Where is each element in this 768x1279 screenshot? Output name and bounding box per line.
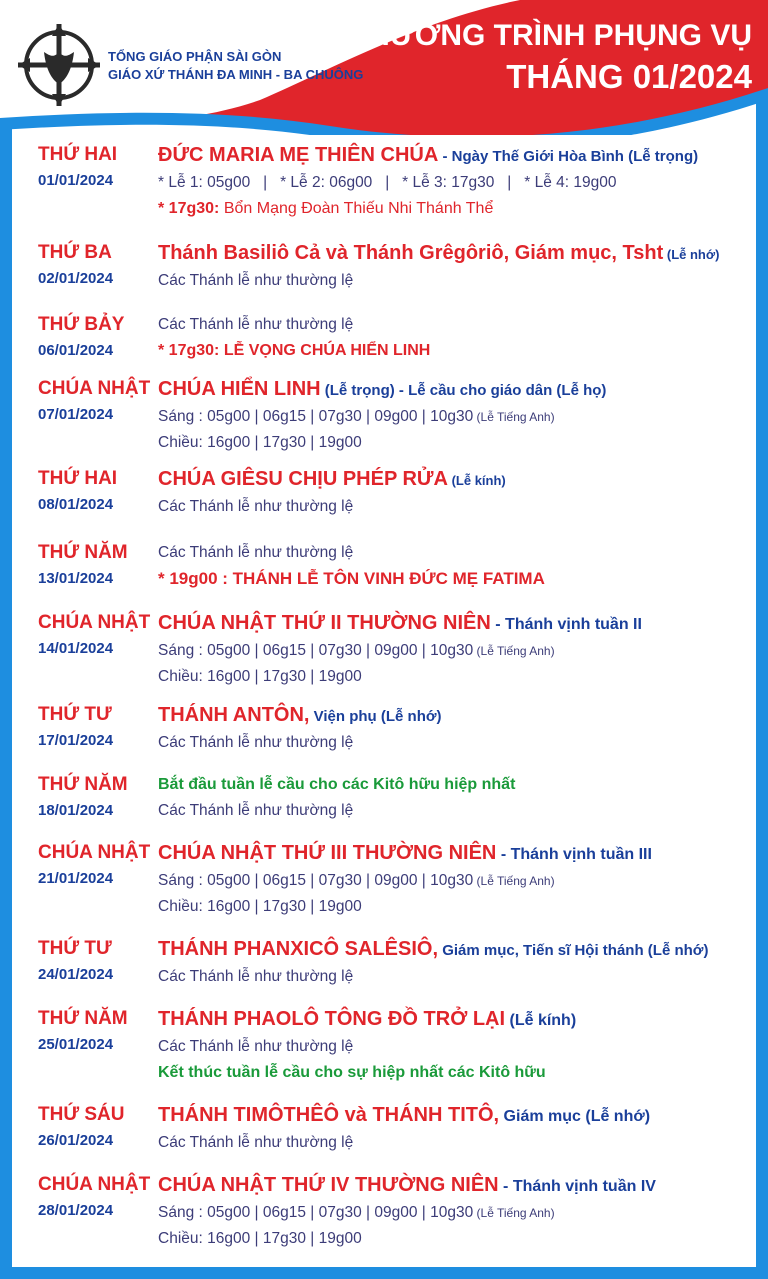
entry-body <box>158 936 750 990</box>
entry-body <box>158 540 750 592</box>
weekday: THỨ NĂM <box>38 774 128 795</box>
header <box>0 0 768 135</box>
entry-body <box>158 240 750 294</box>
entry-body <box>158 376 750 456</box>
english-mass-note: (Lễ Tiếng Anh) <box>473 644 555 658</box>
feast-title: CHÚA NHẬT THỨ IV THƯỜNG NIÊN <box>158 1174 499 1196</box>
page-title <box>347 16 752 98</box>
mass-times: * Lễ 1: 05g00 | * Lễ 2: 06g00 | * Lễ 3: 17g30 | * Lễ 4: 19g00 <box>158 174 617 191</box>
date: 08/01/2024 <box>38 496 114 513</box>
weekday: THỨ HAI <box>38 144 118 165</box>
entry-body <box>158 840 750 920</box>
mass-note: Các Thánh lễ như thường lệ <box>158 1134 354 1151</box>
day-block <box>38 1102 158 1152</box>
date: 28/01/2024 <box>38 1202 114 1219</box>
weekday: THỨ BA <box>38 242 112 263</box>
feast-title: THÁNH ANTÔN, <box>158 704 310 726</box>
day-block <box>38 1006 158 1056</box>
feast-subtitle: - Ngày Thế Giới Hòa Bình (Lễ trọng) <box>438 148 699 165</box>
title-line-2: THÁNG 01/2024 <box>506 58 752 95</box>
feast-subtitle: - Thánh vịnh tuần II <box>490 616 642 633</box>
feast-subtitle: (Lễ kính) <box>447 473 506 488</box>
day-block <box>38 772 158 822</box>
date: 25/01/2024 <box>38 1036 114 1053</box>
morning-times: Sáng : 05g00 | 06g15 | 07g30 | 09g00 | 10g30 <box>158 408 474 425</box>
note-time: * 17g30: <box>158 342 220 359</box>
org-line-1: TỔNG GIÁO PHẬN SÀI GÒN <box>108 49 282 64</box>
note-text: Bổn Mạng Đoàn Thiếu Nhi Thánh Thể <box>219 200 494 217</box>
weekday: CHÚA NHẬT <box>38 1174 151 1195</box>
day-block <box>38 702 158 752</box>
feast-title: Thánh Basiliô Cả và Thánh Grêgôriô, Giám mục, Tsht <box>158 242 664 264</box>
feast-subtitle: (Lễ trọng) - Lễ cầu cho giáo dân (Lễ họ) <box>320 382 607 399</box>
special-mass: * 19g00 : THÁNH LỄ TÔN VINH ĐỨC MẸ FATIMA <box>158 569 545 588</box>
afternoon-times: Chiều: 16g00 | 17g30 | 19g00 <box>158 668 362 685</box>
date: 01/01/2024 <box>38 172 114 189</box>
feast-subtitle: - Thánh vịnh tuần III <box>496 846 652 863</box>
day-block <box>38 840 158 890</box>
date: 26/01/2024 <box>38 1132 114 1149</box>
feast-title: CHÚA HIỂN LINH <box>158 378 321 400</box>
organization-name <box>108 48 363 84</box>
day-block <box>38 312 158 362</box>
afternoon-times: Chiều: 16g00 | 17g30 | 19g00 <box>158 898 362 915</box>
entry-body <box>158 1172 750 1252</box>
org-line-2: GIÁO XỨ THÁNH ĐA MINH - BA CHUÔNG <box>108 67 364 82</box>
feast-subtitle: (Lễ kính) <box>505 1012 577 1029</box>
mass-note: Các Thánh lễ như thường lệ <box>158 498 354 515</box>
entry-body <box>158 1006 750 1086</box>
mass-note: Các Thánh lễ như thường lệ <box>158 272 354 289</box>
weekday: THỨ BẢY <box>38 314 125 335</box>
entry-body <box>158 702 750 756</box>
english-mass-note: (Lễ Tiếng Anh) <box>473 1206 555 1220</box>
afternoon-times: Chiều: 16g00 | 17g30 | 19g00 <box>158 434 362 451</box>
feast-subtitle: Giám mục, Tiến sĩ Hội thánh (Lễ nhớ) <box>438 942 709 959</box>
date: 07/01/2024 <box>38 406 114 423</box>
weekday: THỨ NĂM <box>38 1008 128 1029</box>
date: 18/01/2024 <box>38 802 114 819</box>
note-text: LỄ VỌNG CHÚA HIỂN LINH <box>219 342 431 359</box>
weekday: THỨ SÁU <box>38 1104 125 1125</box>
date: 13/01/2024 <box>38 570 114 587</box>
morning-times: Sáng : 05g00 | 06g15 | 07g30 | 09g00 | 10g30 <box>158 872 474 889</box>
entry-body <box>158 142 750 222</box>
feast-title: THÁNH PHANXICÔ SALÊSIÔ, <box>158 938 439 960</box>
mass-note: Các Thánh lễ như thường lệ <box>158 1038 354 1055</box>
entry-body <box>158 466 750 520</box>
morning-times: Sáng : 05g00 | 06g15 | 07g30 | 09g00 | 10g30 <box>158 1204 474 1221</box>
afternoon-times: Chiều: 16g00 | 17g30 | 19g00 <box>158 1230 362 1247</box>
mass-note: Các Thánh lễ như thường lệ <box>158 544 354 561</box>
feast-title: ĐỨC MARIA MẸ THIÊN CHÚA <box>158 144 439 166</box>
feast-subtitle: (Lễ nhớ) <box>663 247 720 262</box>
day-block <box>38 610 158 660</box>
weekday: THỨ TƯ <box>38 938 112 959</box>
unity-week-note: Bắt đầu tuần lễ cầu cho các Kitô hữu hiệp nhất <box>158 776 516 793</box>
weekday: THỨ HAI <box>38 468 118 489</box>
unity-week-note: Kết thúc tuần lễ cầu cho sự hiệp nhất các Kitô hữu <box>158 1064 546 1081</box>
day-block <box>38 1172 158 1222</box>
weekday: CHÚA NHẬT <box>38 378 151 399</box>
entry-body <box>158 772 750 824</box>
feast-title: CHÚA NHẬT THỨ II THƯỜNG NIÊN <box>158 612 491 634</box>
english-mass-note: (Lễ Tiếng Anh) <box>473 410 555 424</box>
date: 14/01/2024 <box>38 640 114 657</box>
mass-note: Các Thánh lễ như thường lệ <box>158 316 354 333</box>
feast-title: CHÚA NHẬT THỨ III THƯỜNG NIÊN <box>158 842 497 864</box>
date: 02/01/2024 <box>38 270 114 287</box>
mass-note: Các Thánh lễ như thường lệ <box>158 802 354 819</box>
feast-subtitle: Giám mục (Lễ nhớ) <box>499 1108 651 1125</box>
day-block <box>38 240 158 290</box>
feast-title: THÁNH PHAOLÔ TÔNG ĐỒ TRỞ LẠI <box>158 1008 506 1030</box>
date: 17/01/2024 <box>38 732 114 749</box>
entry-body <box>158 1102 750 1156</box>
day-block <box>38 142 158 192</box>
title-line-1: CHƯƠNG TRÌNH PHỤNG VỤ <box>346 19 752 52</box>
entry-body <box>158 610 750 690</box>
note-time: * 17g30: <box>158 200 220 217</box>
day-block <box>38 540 158 590</box>
day-block <box>38 936 158 986</box>
feast-title: CHÚA GIÊSU CHỊU PHÉP RỬA <box>158 468 448 490</box>
mass-note: Các Thánh lễ như thường lệ <box>158 968 354 985</box>
weekday: THỨ TƯ <box>38 704 112 725</box>
feast-subtitle: - Thánh vịnh tuần IV <box>498 1178 656 1195</box>
date: 06/01/2024 <box>38 342 114 359</box>
day-block <box>38 466 158 516</box>
date: 24/01/2024 <box>38 966 114 983</box>
weekday: CHÚA NHẬT <box>38 612 151 633</box>
weekday: THỨ NĂM <box>38 542 128 563</box>
day-block <box>38 376 158 426</box>
mass-note: Các Thánh lễ như thường lệ <box>158 734 354 751</box>
feast-title: THÁNH TIMÔTHÊÔ và THÁNH TITÔ, <box>158 1104 500 1126</box>
morning-times: Sáng : 05g00 | 06g15 | 07g30 | 09g00 | 10g30 <box>158 642 474 659</box>
entry-body <box>158 312 750 364</box>
english-mass-note: (Lễ Tiếng Anh) <box>473 874 555 888</box>
date: 21/01/2024 <box>38 870 114 887</box>
weekday: CHÚA NHẬT <box>38 842 151 863</box>
parish-logo-icon <box>16 22 102 108</box>
feast-subtitle: Viện phụ (Lễ nhớ) <box>309 708 442 725</box>
